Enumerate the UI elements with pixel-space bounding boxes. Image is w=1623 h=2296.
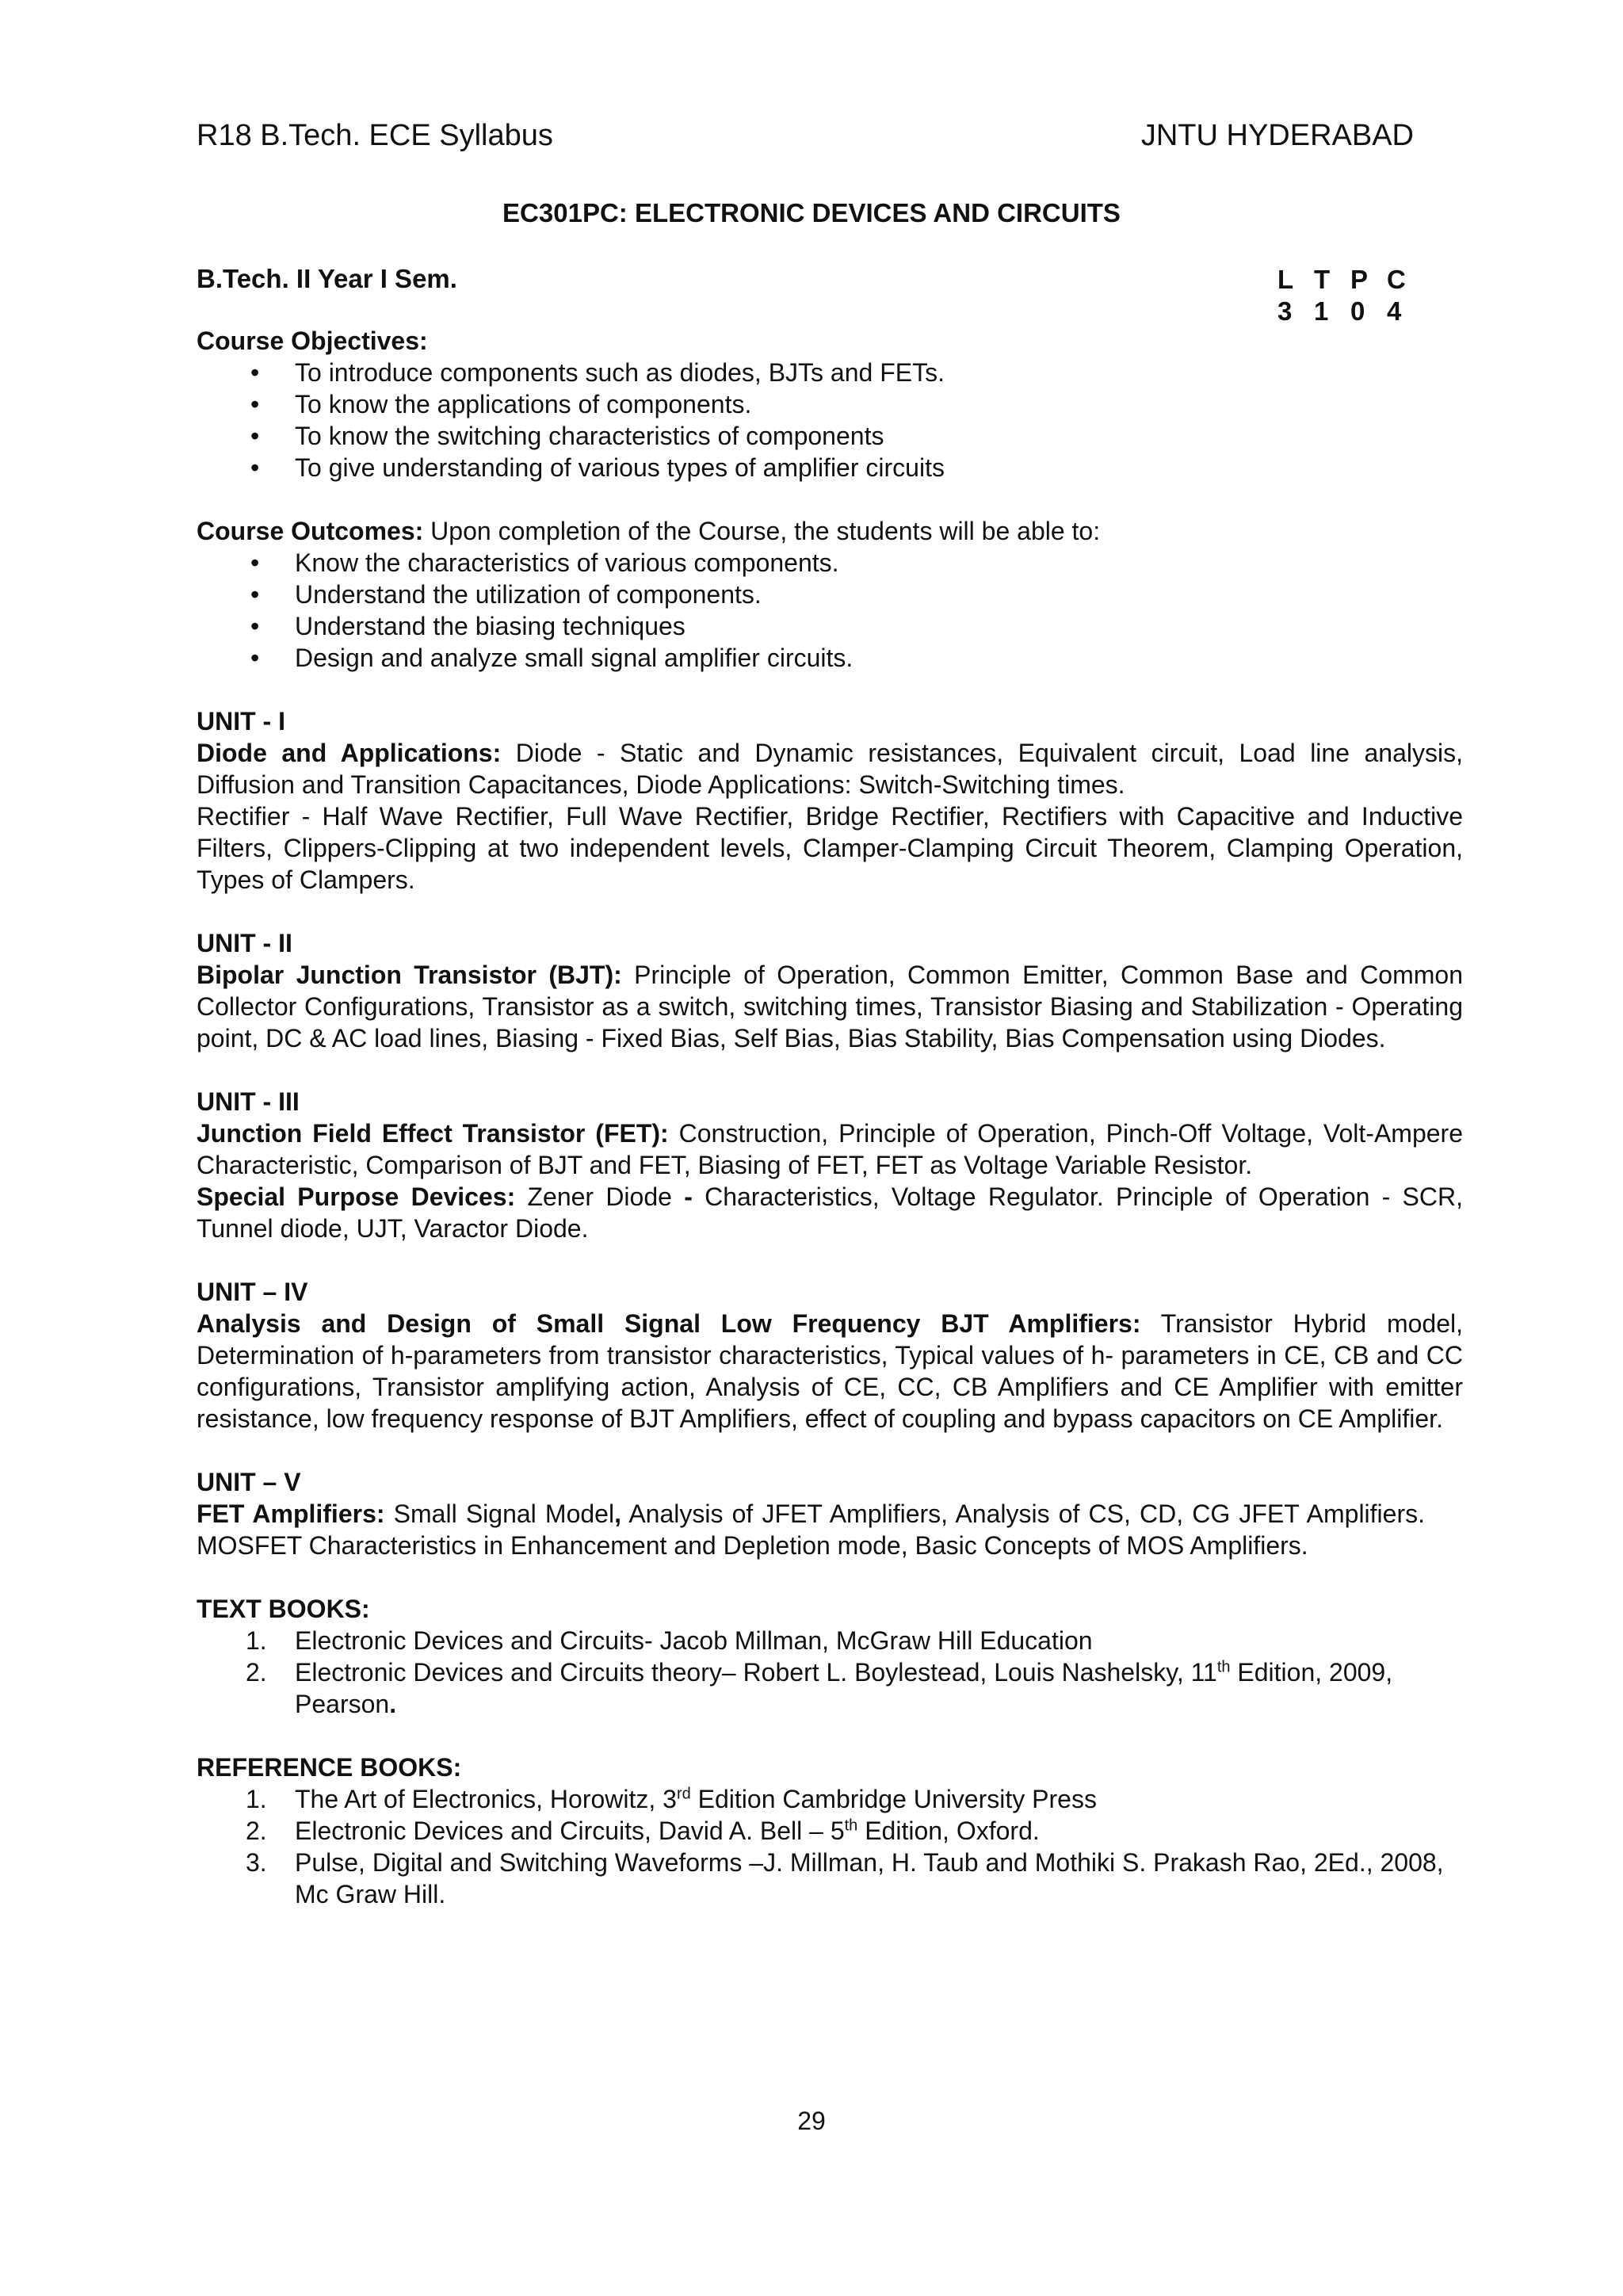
item-number: 1. bbox=[246, 1785, 267, 1813]
text-books-list bbox=[197, 1625, 1463, 1720]
unit-3-text: Construction, Principle of Operation, Pinch-Off Voltage, Volt-Ampere Characteristic, Comparison of BJT and FET, Biasing of FET, FET as Voltage Variable Resistor. bbox=[197, 1119, 1464, 1179]
syllabus-content bbox=[197, 325, 1463, 1910]
ltpc-value-c: 4 bbox=[1387, 296, 1402, 326]
unit-2-title: UNIT - II bbox=[197, 929, 292, 957]
book-text: Electronic Devices and Circuits- Jacob Millman, McGraw Hill Education bbox=[295, 1626, 1093, 1655]
item-number: 2. bbox=[246, 1658, 267, 1687]
unit-3-body-2 bbox=[197, 1181, 1463, 1244]
outcomes-list bbox=[197, 547, 1463, 674]
list-item: • To know the applications of components. bbox=[197, 388, 1463, 420]
unit-4-title: UNIT – IV bbox=[197, 1278, 308, 1306]
objectives-heading: Course Objectives: bbox=[197, 327, 428, 355]
unit-1-title: UNIT - I bbox=[197, 707, 285, 735]
superscript: th bbox=[844, 1817, 858, 1835]
list-item: • Know the characteristics of various components. bbox=[197, 547, 1463, 579]
unit-5-title: UNIT – V bbox=[197, 1468, 301, 1496]
unit-2-text: Principle of Operation, Common Emitter, Common Base and Common Collector Configurations, Transistor as a switch, switching times, Transistor Biasing and Stabilization - Operating point, DC & AC load lines, Biasing - Fixed Bias, Self Bias, Bias Stability, Bias Compensation using Diodes. bbox=[197, 961, 1464, 1052]
list-item: • Understand the utilization of components. bbox=[197, 579, 1463, 610]
book-text-post: Edition, Oxford. bbox=[857, 1817, 1040, 1845]
superscript: th bbox=[1216, 1658, 1231, 1676]
ltpc-value-p: 0 bbox=[1350, 296, 1365, 326]
text-books-heading: TEXT BOOKS: bbox=[197, 1595, 370, 1623]
book-text: Pulse, Digital and Switching Waveforms –J. Millman, H. Taub and Mothiki S. Prakash Rao, 2Ed., 2008, Mc Graw Hill. bbox=[295, 1848, 1444, 1908]
ltpc-table bbox=[1277, 264, 1423, 327]
list-item: • Design and analyze small signal amplifier circuits. bbox=[197, 642, 1463, 674]
unit-3-text-2a: Zener Diode bbox=[515, 1182, 685, 1211]
item-number: 2. bbox=[246, 1817, 267, 1845]
ltpc-value-t: 1 bbox=[1314, 296, 1329, 326]
outcomes-heading: Course Outcomes: bbox=[197, 517, 424, 545]
unit-4-topic: Analysis and Design of Small Signal Low Frequency BJT Amplifiers: bbox=[197, 1309, 1141, 1338]
superscript: rd bbox=[676, 1785, 691, 1803]
unit-3-topic: Junction Field Effect Transistor (FET): bbox=[197, 1119, 669, 1148]
ltpc-label-l: L bbox=[1277, 265, 1294, 294]
book-text: The Art of Electronics, Horowitz, 3 bbox=[295, 1785, 677, 1813]
ltpc-label-c: C bbox=[1387, 265, 1406, 294]
item-number: 1. bbox=[246, 1626, 267, 1655]
list-item: • To give understanding of various types of amplifier circuits bbox=[197, 452, 1463, 483]
unit-5-text-b: Analysis of JFET Amplifiers, Analysis of CS, CD, CG JFET Amplifiers. MOSFET Characteristics in Enhancement and Depletion mode, Basic Concepts of MOS Amplifiers. bbox=[197, 1499, 1426, 1560]
ltpc-label-p: P bbox=[1350, 265, 1369, 294]
list-item bbox=[197, 1783, 1463, 1815]
ltpc-label-t: T bbox=[1314, 265, 1331, 294]
list-item bbox=[197, 1815, 1463, 1847]
unit-5-body bbox=[197, 1498, 1425, 1561]
list-item bbox=[197, 1625, 1463, 1656]
header-left: R18 B.Tech. ECE Syllabus bbox=[197, 119, 553, 152]
unit-4-body bbox=[197, 1308, 1463, 1435]
unit-5-comma: , bbox=[614, 1499, 621, 1528]
reference-books-heading: REFERENCE BOOKS: bbox=[197, 1753, 462, 1782]
list-item: • To introduce components such as diodes, BJTs and FETs. bbox=[197, 357, 1463, 388]
semester-label: B.Tech. II Year I Sem. bbox=[197, 264, 457, 293]
ltpc-labels bbox=[1277, 264, 1423, 296]
header-right: JNTU HYDERABAD bbox=[1140, 119, 1414, 152]
objectives-list bbox=[197, 357, 1463, 483]
unit-3-text-2c: Characteristics, Voltage Regulator. Principle of Operation - SCR, Tunnel diode, UJT, Varactor Diode. bbox=[197, 1182, 1464, 1243]
list-item bbox=[197, 1656, 1463, 1720]
book-text: Electronic Devices and Circuits, David A. Bell – 5 bbox=[295, 1817, 845, 1845]
unit-3-topic-2: Special Purpose Devices: bbox=[197, 1182, 516, 1211]
list-item: • Understand the biasing techniques bbox=[197, 610, 1463, 642]
unit-5-text-a: Small Signal Model bbox=[384, 1499, 615, 1528]
unit-4-text: Transistor Hybrid model, Determination of h-parameters from transistor characteristics, Typical values of h- parameters in CE, CB and CC configurations, Transistor amplifying action, Analysis of CE, CC, CB Amplifiers and CE Amplifier with emitter resistance, low frequency response of BJT Amplifiers, effect of coupling and bypass capacitors on CE Amplifier. bbox=[197, 1309, 1464, 1433]
course-title: EC301PC: ELECTRONIC DEVICES AND CIRCUITS bbox=[502, 198, 1121, 227]
item-number: 3. bbox=[246, 1848, 267, 1877]
unit-1-topic: Diode and Applications: bbox=[197, 739, 502, 767]
book-text: Electronic Devices and Circuits theory– Robert L. Boylestead, Louis Nashelsky, 11 bbox=[295, 1658, 1217, 1687]
unit-5-topic: FET Amplifiers: bbox=[197, 1499, 385, 1528]
ltpc-values bbox=[1277, 296, 1423, 327]
unit-2-body bbox=[197, 959, 1463, 1054]
book-text-end: . bbox=[389, 1690, 397, 1718]
outcomes-intro-text: Upon completion of the Course, the students will be able to: bbox=[423, 517, 1101, 545]
list-item: • To know the switching characteristics of components bbox=[197, 420, 1463, 452]
page-number: 29 bbox=[797, 2107, 826, 2135]
unit-3-dash: - bbox=[684, 1182, 693, 1211]
outcomes-intro bbox=[197, 515, 1463, 547]
book-text-post: Edition, 2009, Pearson bbox=[295, 1658, 1393, 1718]
reference-books-list bbox=[197, 1783, 1463, 1910]
list-item bbox=[197, 1847, 1463, 1910]
unit-1-extra: Rectifier - Half Wave Rectifier, Full Wave Rectifier, Bridge Rectifier, Rectifiers with Capacitive and Inductive Filters, Clippers-Clipping at two independent levels, Clamper-Clamping Circuit Theorem, Clamping Operation, Types of Clampers. bbox=[197, 802, 1463, 894]
ltpc-value-l: 3 bbox=[1277, 296, 1293, 326]
unit-3-body bbox=[197, 1117, 1463, 1181]
unit-3-title: UNIT - III bbox=[197, 1087, 300, 1116]
book-text-post: Edition Cambridge University Press bbox=[690, 1785, 1097, 1813]
unit-1-body bbox=[197, 737, 1463, 800]
unit-2-topic: Bipolar Junction Transistor (BJT): bbox=[197, 961, 622, 989]
unit-1-text: Diode - Static and Dynamic resistances, Equivalent circuit, Load line analysis, Diffusion and Transition Capacitances, Diode Applications: Switch-Switching times. bbox=[197, 739, 1464, 799]
